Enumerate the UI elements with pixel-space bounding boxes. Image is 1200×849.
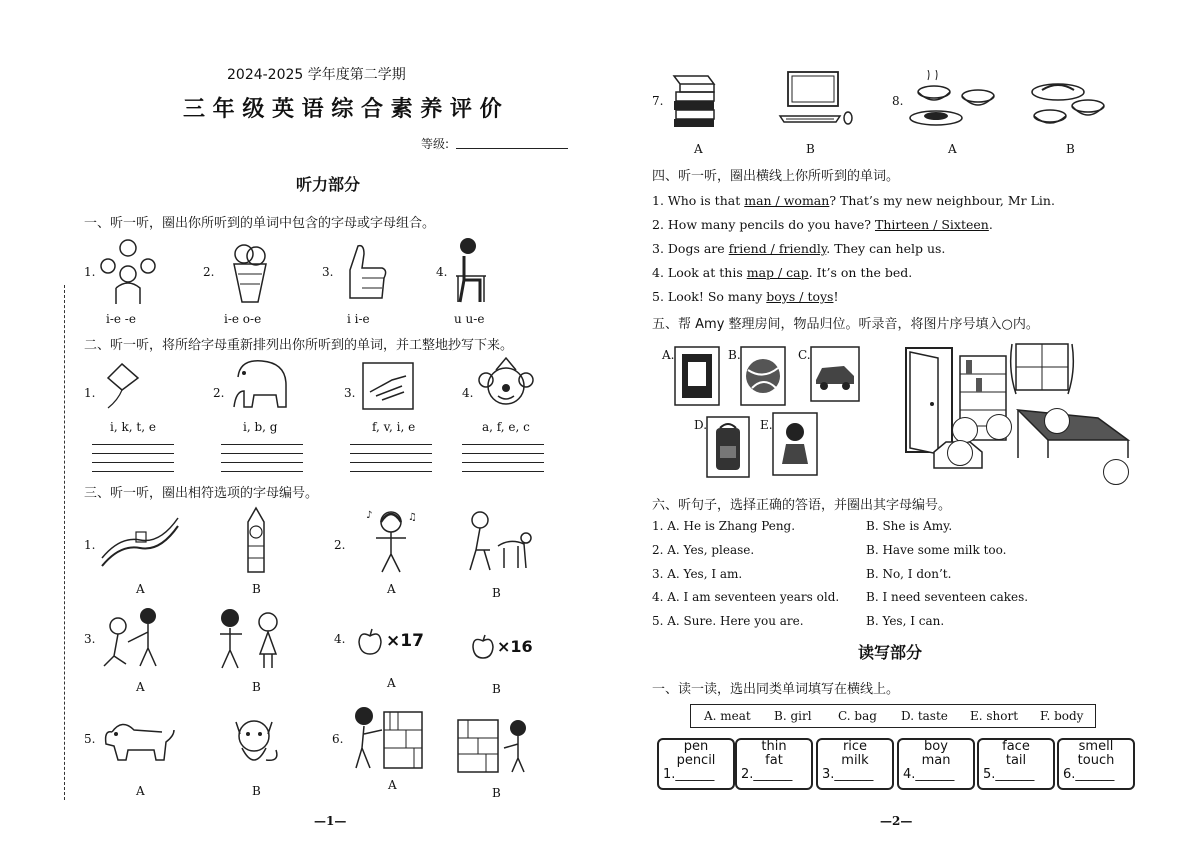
- s1-num-2: 2.: [203, 265, 215, 279]
- q7-num: 7.: [652, 94, 664, 108]
- s3-2-b[interactable]: B: [492, 586, 501, 600]
- footer-page-1: —1—: [314, 814, 347, 828]
- s5-label-b: B.: [728, 348, 741, 362]
- s5-label-e: E.: [760, 418, 773, 432]
- card-2-word-1: thin: [761, 739, 787, 754]
- word-card-3[interactable]: [816, 738, 894, 790]
- s5-label-c: C.: [798, 348, 811, 362]
- card-1-word-2: pencil: [676, 753, 716, 768]
- elephant-icon: [226, 355, 292, 411]
- card-6-word-2: touch: [1077, 753, 1115, 768]
- s3-4-b[interactable]: B: [492, 682, 501, 696]
- s1-instruction: 一、听一听，圈出你所听到的单词中包含的字母或字母组合。: [84, 216, 436, 231]
- s2-num-2: 2.: [213, 386, 225, 400]
- ice-cream-icon: [228, 240, 272, 304]
- cat-icon: [226, 712, 282, 772]
- s6-1-a[interactable]: 1. A. He is Zhang Peng.: [652, 519, 796, 533]
- s5-label-d: D.: [694, 418, 708, 432]
- s3-3-a[interactable]: A: [136, 680, 145, 694]
- boy-at-bookshelf-icon: [454, 714, 538, 774]
- page-two: [600, 0, 1200, 849]
- answer-circle-bed[interactable]: [1044, 408, 1070, 434]
- bank-b: B. girl: [774, 709, 812, 723]
- meal-rice-icon: [1028, 70, 1108, 128]
- kite-icon: [100, 360, 144, 410]
- svg-text:♫: ♫: [408, 512, 417, 523]
- s2-num-3: 3.: [344, 386, 356, 400]
- s4-choice-2[interactable]: Thirteen / Sixteen: [874, 217, 989, 232]
- card-5-word-1: face: [1002, 739, 1030, 754]
- bank-c: C. bag: [838, 709, 877, 723]
- grade-label: 等级:: [421, 137, 450, 151]
- s2-letters-2: i, b, g: [243, 420, 278, 434]
- s2-letters-1: i, k, t, e: [110, 420, 156, 434]
- s3-6-a[interactable]: A: [388, 778, 397, 792]
- s3-6-b[interactable]: B: [492, 786, 501, 800]
- s6-5-b[interactable]: B. Yes, I can.: [866, 614, 945, 628]
- bank-f: F. body: [1040, 709, 1084, 723]
- girl-with-dog-icon: [460, 508, 532, 574]
- s2-num-1: 1.: [84, 386, 96, 400]
- s1-opts-3[interactable]: i i-e: [347, 312, 370, 326]
- s3-num-2: 2.: [334, 538, 346, 552]
- card-4-word-2: man: [921, 753, 951, 768]
- word-card-2[interactable]: [735, 738, 813, 790]
- girl-with-headphones-icon: [364, 506, 418, 574]
- card-1-word-1: pen: [683, 739, 709, 754]
- term-year: 2024-2025 学年度第二学期: [227, 67, 406, 83]
- word-card-4[interactable]: [897, 738, 975, 790]
- s4-instruction: 四、听一听，圈出横线上你所听到的单词。: [652, 169, 900, 184]
- s3-num-5: 5.: [84, 732, 96, 746]
- apple-icon: [470, 634, 496, 660]
- toy-car-icon: [810, 346, 860, 402]
- times-17: ×17: [386, 631, 424, 651]
- s2-write-lines-3[interactable]: [350, 436, 432, 472]
- s4-line-4: 4. Look at this map / cap. It’s on the bed.: [652, 265, 913, 280]
- s3-4-a[interactable]: A: [387, 676, 396, 690]
- answer-circle-box[interactable]: [947, 440, 973, 466]
- books-stack-icon: [670, 70, 720, 128]
- girl-at-bookshelf-icon: [348, 704, 424, 770]
- answer-circle-window[interactable]: [986, 414, 1012, 440]
- s3-2-a[interactable]: A: [387, 582, 396, 596]
- word-card-1[interactable]: [657, 738, 735, 790]
- s6-1-b[interactable]: B. She is Amy.: [866, 519, 953, 533]
- s6-4-a[interactable]: 4. A. I am seventeen years old.: [652, 590, 840, 604]
- boy-and-girl-icon: [212, 604, 288, 670]
- card-6-word-1: smell: [1078, 739, 1114, 754]
- s6-3-b[interactable]: B. No, I don’t.: [866, 567, 952, 581]
- s6-5-a[interactable]: 5. A. Sure. Here you are.: [652, 614, 804, 628]
- great-wall-icon: [100, 514, 180, 572]
- s6-2-a[interactable]: 2. A. Yes, please.: [652, 543, 755, 557]
- s4-choice-1[interactable]: man / woman: [744, 193, 830, 208]
- times-16: ×16: [497, 637, 533, 656]
- s5-instruction: 五、帮 Amy 整理房间，物品归位。听录音，将图片序号填入○内。: [652, 317, 1039, 332]
- s1-opts-2[interactable]: i-e o-e: [224, 312, 262, 326]
- doll-icon: [772, 412, 818, 476]
- schoolbag-icon: [706, 416, 750, 478]
- s4-line-1: 1. Who is that man / woman? That’s my new neighbour, Mr Lin.: [652, 193, 1055, 208]
- s4-line-5: 5. Look! So many boys / toys!: [652, 289, 839, 304]
- card-3-word-1: rice: [842, 739, 868, 754]
- s1-num-4: 4.: [436, 265, 448, 279]
- s3-3-b[interactable]: B: [252, 680, 261, 694]
- svg-text:♪: ♪: [366, 510, 373, 521]
- children-helping-icon: [100, 604, 170, 670]
- card-5-word-2: tail: [1005, 753, 1027, 768]
- s2-letters-3: f, v, i, e: [372, 420, 416, 434]
- s4-choice-5[interactable]: boys / toys: [766, 289, 834, 304]
- word-card-6[interactable]: [1057, 738, 1135, 790]
- s1-opts-4[interactable]: u u-e: [454, 312, 485, 326]
- s1-num-1: 1.: [84, 265, 96, 279]
- bank-d: D. taste: [901, 709, 948, 723]
- card-6-blank[interactable]: 6.______: [1063, 767, 1115, 782]
- s3-1-b[interactable]: B: [252, 582, 261, 596]
- bank-a: A. meat: [704, 709, 751, 723]
- s4-line-2: 2. How many pencils do you have? Thirteen / Sixteen.: [652, 217, 993, 232]
- binding-line: [64, 285, 65, 800]
- bedroom-scene: [898, 340, 1134, 488]
- person-sitting-icon: [450, 236, 494, 306]
- dog-icon: [98, 716, 178, 762]
- q8-num: 8.: [892, 94, 904, 108]
- q8-a[interactable]: A: [948, 142, 957, 156]
- bank-e: E. short: [970, 709, 1019, 723]
- s1-num-3: 3.: [322, 265, 334, 279]
- grade-blank[interactable]: [456, 148, 568, 149]
- meal-noodles-icon: [906, 70, 998, 128]
- s4-choice-4[interactable]: map / cap: [746, 265, 809, 280]
- card-4-blank[interactable]: 4.______: [903, 767, 955, 782]
- s3-5-b[interactable]: B: [252, 784, 261, 798]
- card-2-word-2: fat: [765, 753, 783, 768]
- s2-write-lines-1[interactable]: [92, 436, 174, 472]
- q8-b[interactable]: B: [1066, 142, 1075, 156]
- s6-2-b[interactable]: B. Have some milk too.: [866, 543, 1007, 557]
- s6-4-b[interactable]: B. I need seventeen cakes.: [866, 590, 1029, 604]
- s2-write-lines-4[interactable]: [462, 436, 544, 472]
- answer-circle-shelf[interactable]: [952, 417, 978, 443]
- card-4-word-1: boy: [924, 739, 948, 754]
- s2-num-4: 4.: [462, 386, 474, 400]
- storybook-icon: [674, 346, 720, 406]
- s3-1-a[interactable]: A: [136, 582, 145, 596]
- s4-choice-3[interactable]: friend / friendly: [728, 241, 827, 256]
- thumbs-up-icon: [336, 240, 390, 304]
- card-3-blank[interactable]: 3.______: [822, 767, 874, 782]
- s5-label-a: A.: [662, 348, 675, 362]
- reading-writing-header: 读写部分: [858, 643, 923, 662]
- q7-a[interactable]: A: [694, 142, 703, 156]
- s3-num-6: 6.: [332, 732, 344, 746]
- r1-instruction: 一、读一读，选出同类单词填写在横线上。: [652, 682, 900, 697]
- s3-num-3: 3.: [84, 632, 96, 646]
- open-hand-icon: [362, 362, 414, 410]
- s1-opts-1[interactable]: i-e -e: [106, 312, 136, 326]
- page-title: 三 年 级 英 语 综 合 素 养 评 价: [183, 97, 502, 122]
- word-card-5[interactable]: [977, 738, 1055, 790]
- s4-line-3: 3. Dogs are friend / friendly. They can help us.: [652, 241, 946, 256]
- clown-face-icon: [478, 356, 534, 416]
- card-3-word-2: milk: [841, 753, 869, 768]
- s3-num-1: 1.: [84, 538, 96, 552]
- s6-instruction: 六、听句子，选择正确的答语，并圈出其字母编号。: [652, 498, 952, 513]
- s2-write-lines-2[interactable]: [221, 436, 303, 472]
- s3-5-a[interactable]: A: [136, 784, 145, 798]
- card-5-blank[interactable]: 5.______: [983, 767, 1035, 782]
- footer-page-2: —2—: [880, 814, 913, 828]
- s6-3-a[interactable]: 3. A. Yes, I am.: [652, 567, 743, 581]
- card-1-blank[interactable]: 1.______: [663, 767, 715, 782]
- ball-icon: [740, 346, 786, 406]
- children-group-icon: [96, 238, 160, 306]
- q7-b[interactable]: B: [806, 142, 815, 156]
- s3-instruction: 三、听一听，圈出相符选项的字母编号。: [84, 486, 319, 501]
- s2-letters-4: a, f, e, c: [482, 420, 530, 434]
- computer-icon: [778, 70, 854, 126]
- s2-instruction: 二、听一听，将所给字母重新排列出你所听到的单词，并工整地抄写下来。: [84, 338, 514, 353]
- answer-circle-floor[interactable]: [1103, 459, 1129, 485]
- big-ben-icon: [238, 506, 274, 574]
- card-2-blank[interactable]: 2.______: [741, 767, 793, 782]
- listening-header: 听力部分: [296, 175, 361, 194]
- s3-num-4: 4.: [334, 632, 346, 646]
- apple-icon: [356, 628, 384, 656]
